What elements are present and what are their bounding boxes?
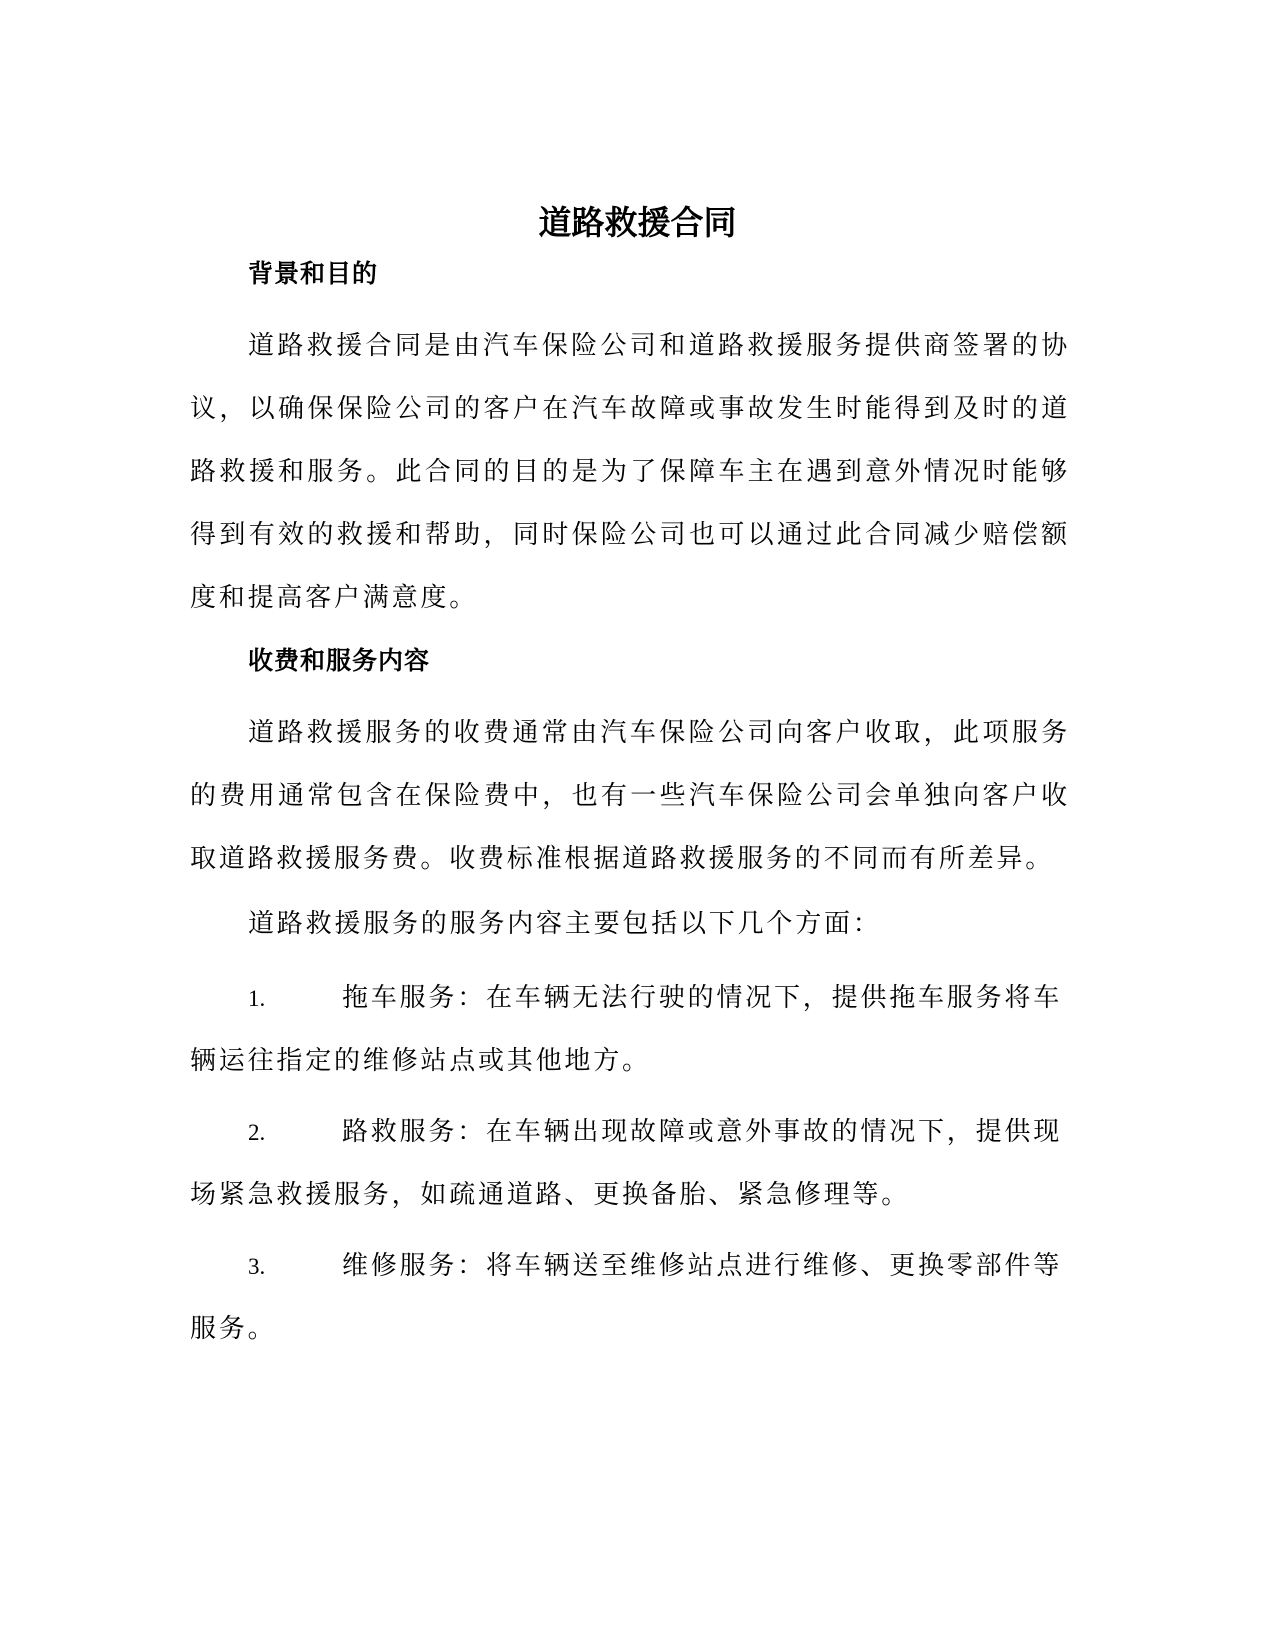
list-item-number: 3. bbox=[248, 1254, 266, 1279]
paragraph-service-intro: 道路救援服务的服务内容主要包括以下几个方面： bbox=[248, 909, 882, 939]
list-item bbox=[190, 967, 1070, 1093]
list-item-number: 2. bbox=[248, 1120, 266, 1145]
list-item-number: 1. bbox=[248, 986, 266, 1011]
section-heading-background: 背景和目的 bbox=[248, 259, 379, 288]
document-title: 道路救援合同 bbox=[538, 203, 737, 242]
section-heading-fees: 收费和服务内容 bbox=[248, 646, 431, 675]
list-item bbox=[190, 1101, 1070, 1227]
list-item-text: 路救服务：在车辆出现故障或意外事故的情况下，提供现场紧急救援服务，如疏通道路、更换备胎、紧急修理等。 bbox=[190, 1117, 1063, 1210]
list-item-text: 维修服务：将车辆送至维修站点进行维修、更换零部件等服务。 bbox=[190, 1251, 1063, 1344]
list-item bbox=[190, 1235, 1070, 1361]
list-item-text: 拖车服务：在车辆无法行驶的情况下，提供拖车服务将车辆运往指定的维修站点或其他地方。 bbox=[190, 983, 1063, 1076]
paragraph-fees: 道路救援服务的收费通常由汽车保险公司向客户收取，此项服务的费用通常包含在保险费中，也有一些汽车保险公司会单独向客户收取道路救援服务费。收费标准根据道路救援服务的不同而有所差异。 bbox=[190, 718, 1070, 874]
paragraph-background: 道路救援合同是由汽车保险公司和道路救援服务提供商签署的协议，以确保保险公司的客户在汽车故障或事故发生时能得到及时的道路救援和服务。此合同的目的是为了保障车主在遇到意外情况时能够得到有效的救援和帮助，同时保险公司也可以通过此合同减少赔偿额度和提高客户满意度。 bbox=[190, 331, 1070, 613]
